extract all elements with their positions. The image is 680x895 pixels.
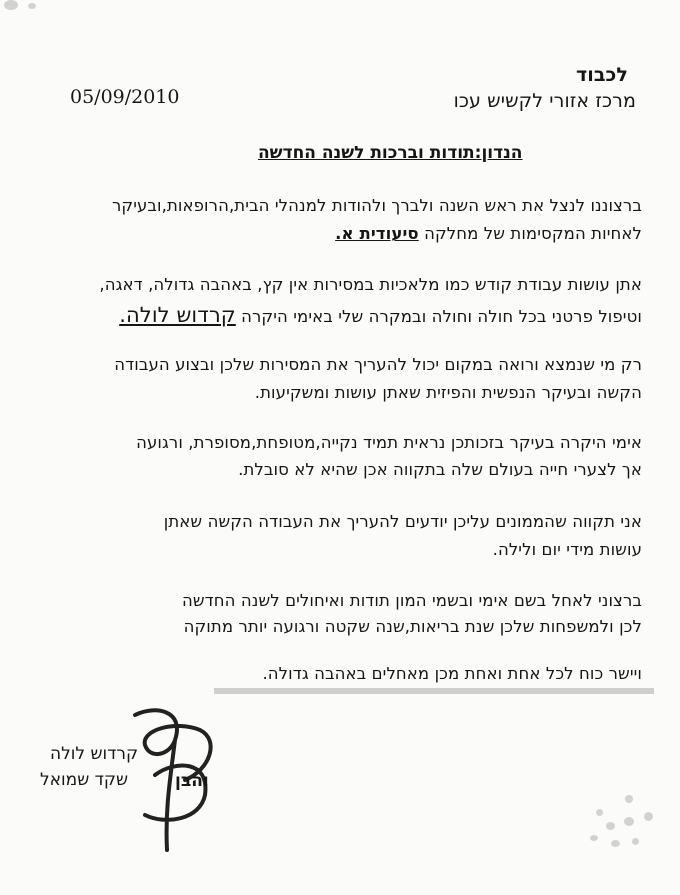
paragraph-1-line-2 xyxy=(335,224,642,243)
scan-speck xyxy=(4,0,18,10)
paragraph-2-line-2 xyxy=(119,303,642,327)
paragraph-1-text: לאחיות המקסימות של מחלקה xyxy=(418,224,642,243)
signer-and-son: והבן xyxy=(175,771,209,791)
scan-speck xyxy=(606,822,615,830)
closing-line: ויישר כוח לכל אחת ואחת מכן מאחלים באהבה גדולה. xyxy=(262,664,642,683)
subject-line: הנדון:תודות וברכות לשנה החדשה xyxy=(258,143,523,163)
scan-speck xyxy=(632,838,639,845)
scan-speck xyxy=(590,835,598,841)
signer-name-2: שקד שמואל xyxy=(40,770,129,790)
paragraph-5-line-1: אני תקווה שהממונים עליכן יודעים להעריך את העבודה הקשה שאתן xyxy=(163,512,642,531)
paragraph-4-line-1: אימי היקרה בעיקר בזכותכן נראית תמיד נקייה,מטופחת,מסופרת, ורגועה xyxy=(136,433,642,452)
scan-speck xyxy=(625,795,633,803)
paragraph-3-line-2: הקשה ובעיקר הנפשית והפיזית שאתן עושות ומשקיעות. xyxy=(254,383,642,402)
recipient: מרכז אזורי לקשיש עכו xyxy=(453,90,636,112)
paragraph-3-line-1: רק מי שנמצא ורואה במקום יכול להעריך את המסירות שלכן ובצוע העבודה xyxy=(114,355,642,374)
paragraph-4-line-2: אך לצערי חייה בעולם שלה בתקווה אכן שהיא לא סובלת. xyxy=(238,460,642,479)
scan-speck xyxy=(624,817,634,826)
scan-speck xyxy=(611,840,620,847)
scan-speck xyxy=(644,812,653,821)
paragraph-2-line-1: אתן עושות עבודת קודש כמו מלאכיות במסירות אין קץ, באהבה גדולה, דאגה, xyxy=(99,275,642,294)
to-label: לכבוד xyxy=(575,64,628,86)
paragraph-6-line-1: ברצוני לאחל בשם אימי ובשמי המון תודות ואיחולים לשנה החדשה xyxy=(182,591,642,610)
department-name: סיעודית א. xyxy=(335,224,419,243)
closing-underline xyxy=(214,688,654,694)
paragraph-6-line-2: לכן ולמשפחות שלכן שנת בריאות,שנה שקטה ורגועה יותר מתוקה xyxy=(183,617,642,636)
letter-date: 05/09/2010 xyxy=(70,86,180,108)
paragraph-1-line-1: ברצוננו לנצל את ראש השנה ולברך ולהודות למנהלי הבית,הרופאות,ובעיקר xyxy=(111,196,642,215)
paragraph-2-text: וטיפול פרטני בכל חולה וחולה ובמקרה שלי באימי היקרה xyxy=(235,307,642,326)
signer-name-1: קרדוש לולה xyxy=(50,744,139,764)
paragraph-5-line-2: עושות מידי יום ולילה. xyxy=(492,540,642,559)
mother-name: קרדוש לולה. xyxy=(119,303,236,327)
scan-speck xyxy=(28,3,36,9)
scan-speck xyxy=(596,809,603,816)
